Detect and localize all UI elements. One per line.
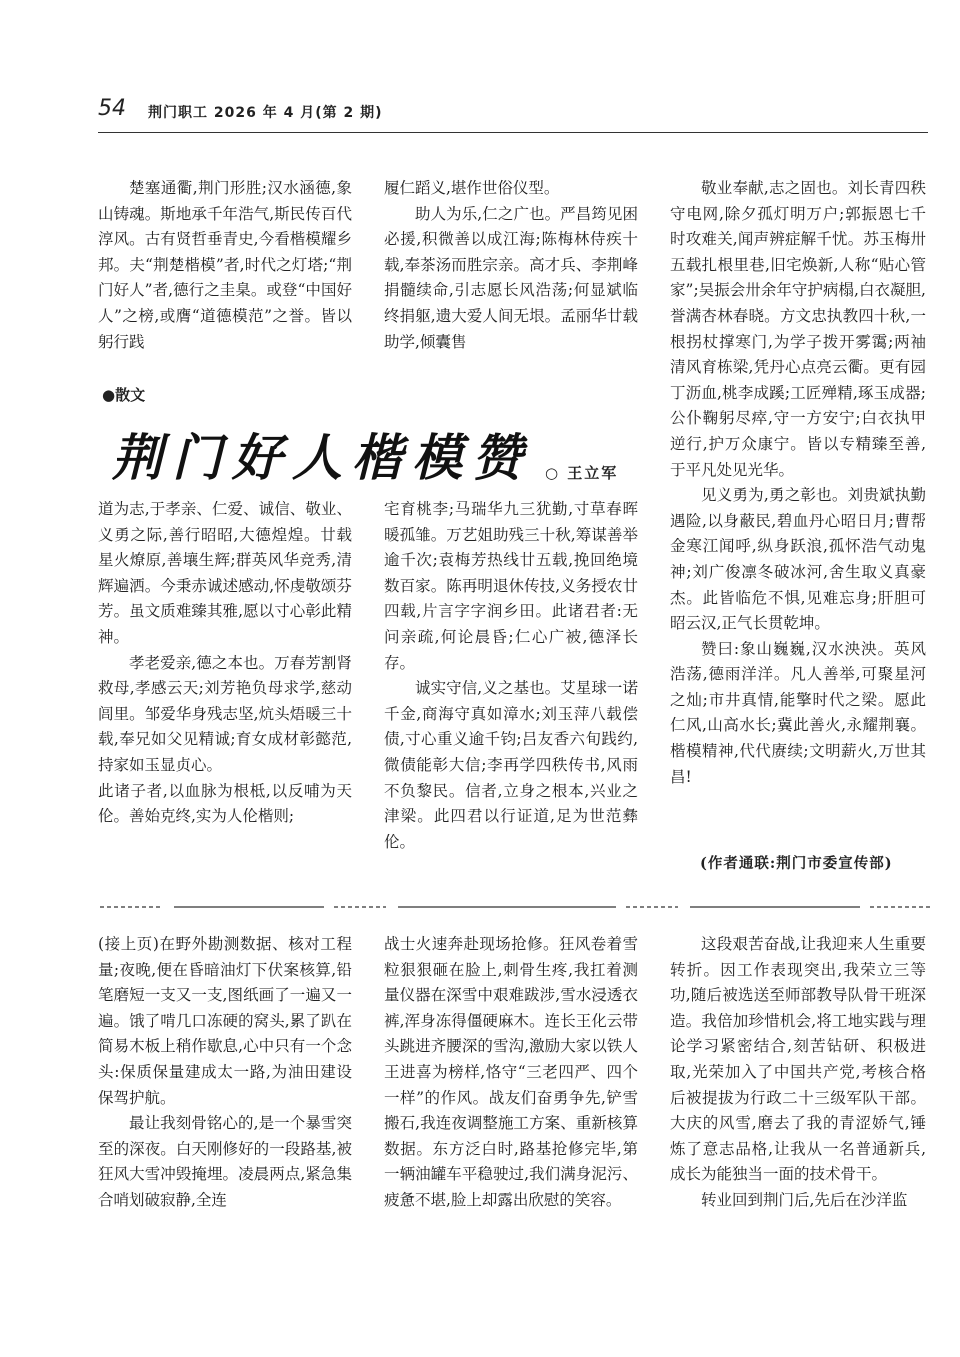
section-label: ●散文 [102, 386, 146, 404]
page-number: 54 [98, 96, 126, 121]
section-divider [100, 902, 930, 912]
paragraph: 转业回到荆门后,先后在沙洋监 [701, 1190, 908, 1209]
paragraph: 见义勇为,勇之彰也。刘贵斌执勤遇险,以身蔽民,碧血丹心昭日月;曹帮金寒江闻呼,纵身跃浪,孤怀浩气动鬼神;刘广俊凛冬破冰河,舍生取义真豪杰。此皆临危不惧,见难忘身;肝胆可昭云汉,正气长贯乾坤。 [670, 486, 926, 633]
page-header [98, 92, 928, 133]
article-title: 荆门好人楷模赞 [112, 428, 532, 487]
bottom-column-1 [98, 932, 352, 1214]
article-author: ○ 王立军 [545, 464, 619, 482]
paragraph: 助人为乐,仁之广也。严昌筠见困必援,积微善以成江海;陈梅林侍疾十载,奉茶汤而胜宗亲。高才兵、李荆峰捐髓续命,引志愿长风浩荡;何显斌临终捐躯,遗大爱人间无垠。孟丽华廿载助学,倾囊售 [384, 204, 638, 351]
paragraph: 道为志,于孝亲、仁爱、诚信、敬业、义勇之际,善行昭昭,大德煌煌。廿载星火燎原,善壤生辉;群英风华竞秀,清辉遍洒。今秉赤诚述感动,怀虔敬颂芬芳。虽文质难臻其雅,愿以寸心彰此精神。 [98, 500, 352, 646]
bottom-column-2 [384, 932, 638, 1214]
top-column-2 [384, 176, 638, 355]
top-column-1 [98, 176, 352, 355]
paragraph: (接上页)在野外勘测数据、核对工程量;夜晚,便在昏暗油灯下伏案核算,铅笔磨短一支又一支,图纸画了一遍又一遍。饿了啃几口冻硬的窝头,累了趴在简易木板上稍作歇息,心中只有一个念头:保质保量建成太一路,为油田建设保驾护航。 [98, 935, 352, 1107]
paragraph: 宅育桃李;马瑞华九三犹勤,寸草春晖暖孤雏。万艺姐助残三十秋,筹谋善举逾千次;袁梅芳热线廿五载,挽回绝境数百家。陈再明退休传技,义务授农廿四载,片言字字润乡田。此诸君者:无问亲疏,何论晨昏;仁心广被,德泽长存。 [384, 500, 638, 672]
paragraph: 楚塞通衢,荆门形胜;汉水涵德,象山铸魂。斯地承千年浩气,斯民传百代淳风。古有贤哲垂青史,今看楷模耀乡邦。夫“荆楚楷模”者,时代之灯塔;“荆门好人”者,德行之圭臬。或登“中国好人”之榜,或膺“道德模范”之誉。皆以躬行践 [98, 179, 352, 351]
paragraph: 赞曰:象山巍巍,汉水泱泱。英风浩荡,德雨洋洋。凡人善举,可聚星河之灿;市井真情,能擎时代之梁。愿此仁风,山高水长;冀此善火,永耀荆襄。楷模精神,代代赓续;文明薪火,万世其昌! [670, 639, 926, 786]
paragraph: 敬业奉献,志之固也。刘长青四秩守电网,除夕孤灯明万户;郭振恩七千时攻难关,闻声辨症解千忧。苏玉梅卅五载扎根里巷,旧宅焕新,人称“贴心管家”;吴振会卅余年守护病榻,白衣凝胆,誉满杏林春晓。方文忠执教四十秋,一根拐杖撑寒门,为学子拨开雾霭;两袖清风育栋梁,凭丹心点亮云衢。更有园丁沥血,桃李成蹊;工匠殚精,琢玉成器;公仆鞠躬尽瘁,守一方安宁;白衣执甲逆行,护万众康宁。皆以专精臻至善,于平凡处见光华。 [670, 179, 926, 479]
paragraph: 这段艰苦奋战,让我迎来人生重要转折。因工作表现突出,我荣立三等功,随后被选送至师部教导队骨干班深造。我倍加珍惜机会,将工地实践与理论学习紧密结合,刻苦钻研、积极进取,光荣加入了中国共产党,考核合格后被提拔为行政二十三级军队干部。大庆的风雪,磨去了我的青涩娇气,锤炼了意志品格,让我从一名普通新兵,成长为能独当一面的技术骨干。 [670, 935, 926, 1184]
top-column-3 [670, 176, 926, 790]
paragraph: 履仁蹈义,堪作世俗仪型。 [384, 179, 560, 197]
paragraph: 战士火速奔赴现场抢修。狂风卷着雪粒狠狠砸在脸上,刺骨生疼,我扛着测量仪器在深雪中艰难跋涉,雪水浸透衣裤,浑身冻得僵硬麻木。连长王化云带头跳进齐腰深的雪沟,激励大家以铁人王进喜为榜样,恪守“三老四严、四个一样”的作风。战友们奋勇争先,铲雪搬石,我连夜调整施工方案、重新核算数据。东方泛白时,路基抢修完毕,第一辆油罐车平稳驶过,我们满身泥污、疲惫不堪,脸上却露出欣慰的笑容。 [384, 935, 638, 1209]
author-affiliation: (作者通联:荆门市委宣传部) [700, 855, 893, 872]
paragraph: 此诸子者,以血脉为根柢,以反哺为天伦。善始克终,实为人伦楷则; [98, 781, 352, 826]
mid-column-1 [98, 497, 352, 830]
mid-column-2 [384, 497, 638, 855]
paragraph: 最让我刻骨铭心的,是一个暴雪突至的深夜。白天刚修好的一段路基,被狂风大雪冲毁掩埋。凌晨两点,紧急集合哨划破寂静,全连 [98, 1114, 352, 1209]
paragraph: 诚实守信,义之基也。艾星球一诺千金,商海守真如漳水;刘玉萍八载偿债,寸心重义逾千钧;吕友香六旬践约,微债能彰大信;李再学四秩传书,风雨不负黎民。信者,立身之根本,兴业之津梁。此四君以行证道,足为世范彝伦。 [384, 679, 638, 851]
magazine-issue: 荆门职工 2026 年 4 月(第 2 期) [148, 105, 383, 121]
bottom-column-3 [670, 932, 926, 1214]
paragraph: 孝老爱亲,德之本也。万春芳割肾救母,孝感云天;刘芳艳负母求学,慈动闾里。邹爱华身残志坚,炕头焐暖三十载,奉兄如父见精诚;育女成材彰懿范,持家如玉显贞心。 [98, 653, 352, 774]
